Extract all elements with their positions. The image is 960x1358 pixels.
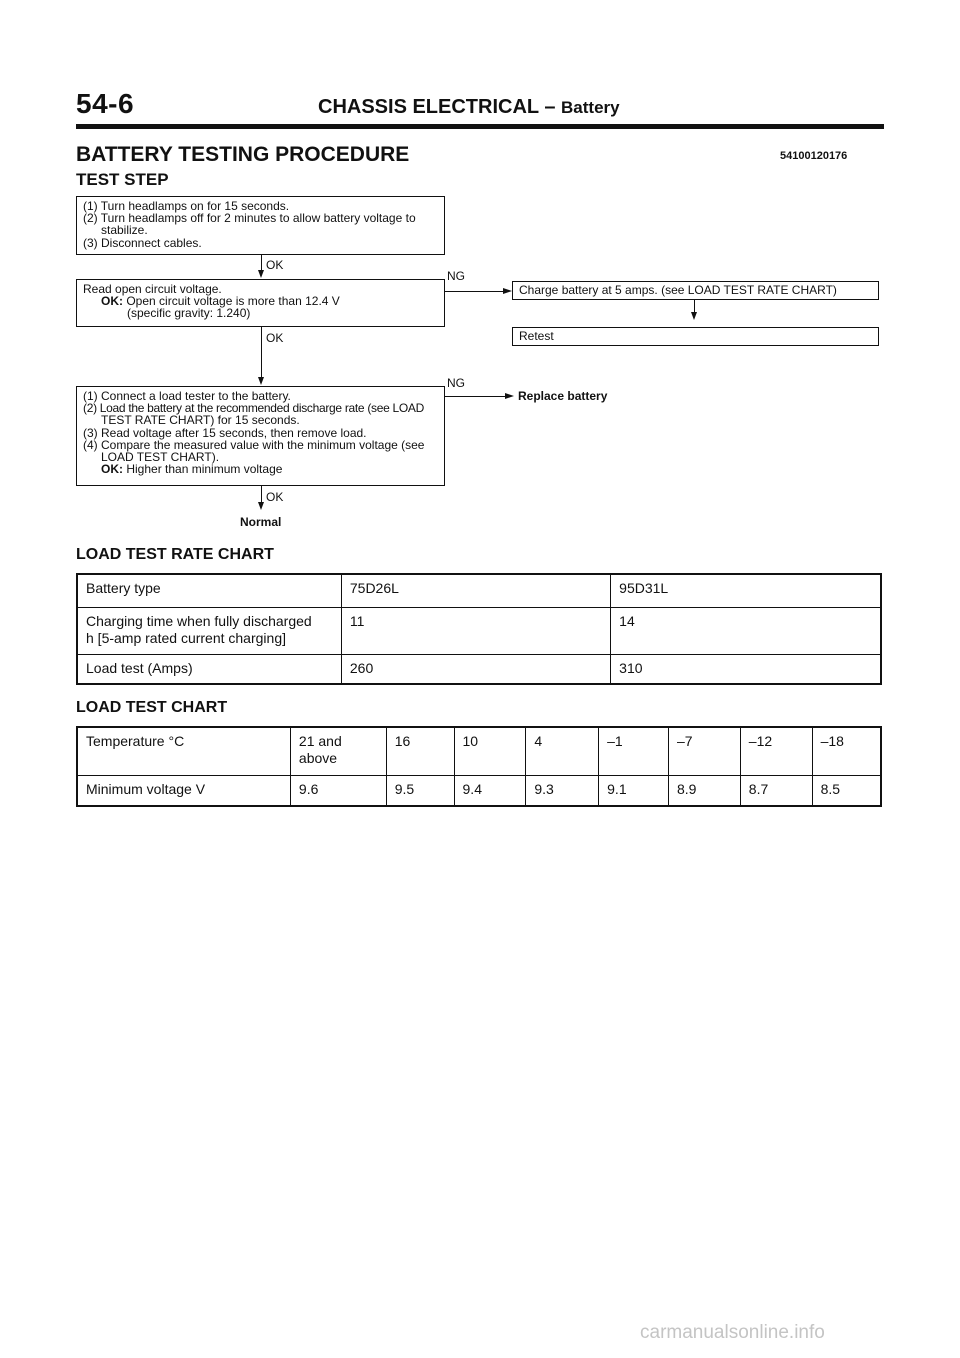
ok-label: OK (266, 331, 284, 345)
header-rule (76, 124, 884, 129)
doc-code: 54100120176 (780, 150, 848, 162)
watermark: carmanualsonline.info (640, 1322, 825, 1343)
table-cell: –12 (740, 727, 812, 775)
table-cell: 11 (341, 607, 610, 654)
section-title (318, 96, 620, 119)
test-step-heading: TEST STEP (76, 170, 169, 189)
table-cell (77, 607, 341, 654)
table-row (77, 574, 881, 607)
table-cell: Load test (Amps) (77, 654, 341, 684)
step2-ok-text-2: (specific gravity: 1.240) (127, 306, 251, 321)
arrow-down-icon (691, 312, 697, 320)
subsection-name: Battery (561, 98, 620, 117)
step3-line: LOAD TEST CHART). (101, 450, 220, 465)
cell-line: 21 and (298, 733, 342, 749)
load-test-chart-title: LOAD TEST CHART (76, 699, 228, 716)
ok-label: OK (266, 490, 284, 504)
table-cell: 8.9 (668, 775, 740, 806)
step1-line: (1) Turn headlamps on for 15 seconds. (83, 199, 290, 213)
table-row (77, 607, 881, 654)
step3-line: TEST RATE CHART) for 15 seconds. (101, 413, 300, 428)
flow-step-2-box (76, 279, 445, 327)
table-cell: 9.6 (290, 775, 386, 806)
step2-ok-text: Open circuit voltage is more than 12.4 V (126, 294, 340, 309)
table-cell: Battery type (77, 574, 341, 607)
step3-line: (3) Read voltage after 15 seconds, then remove load. (83, 425, 367, 440)
arrow-down-icon (258, 270, 264, 278)
table-cell: 10 (454, 727, 526, 775)
connector-line (261, 255, 262, 270)
load-test-table (76, 726, 882, 807)
table-cell: Minimum voltage V (77, 775, 290, 806)
table-cell: 9.5 (386, 775, 454, 806)
step1-line: (3) Disconnect cables. (83, 235, 202, 250)
flow-step-1-box (76, 196, 445, 255)
cell-line: h [5-amp rated current charging] (86, 629, 286, 646)
step1-line: stabilize. (101, 223, 148, 238)
step3-ok-text: Higher than minimum voltage (126, 462, 283, 477)
table-cell: 8.5 (812, 775, 881, 806)
replace-battery-text: Replace battery (518, 389, 608, 403)
cell-line: Charging time when fully discharged (86, 612, 312, 629)
table-cell: 95D31L (611, 574, 881, 607)
table-cell: 16 (386, 727, 454, 775)
table-cell: –7 (668, 727, 740, 775)
step2-line: Read open circuit voltage. (83, 282, 222, 296)
table-cell: –18 (812, 727, 881, 775)
load-test-rate-table (76, 573, 882, 685)
step1-line: (2) Turn headlamps off for 2 minutes to allow battery voltage to (83, 211, 416, 226)
arrow-right-icon (503, 288, 512, 294)
step3-line: (2) Load the battery at the recommended discharge rate (see LOAD (83, 401, 424, 416)
section-name: CHASSIS ELECTRICAL (318, 96, 539, 118)
page-title: BATTERY TESTING PROCEDURE (76, 143, 410, 166)
table-cell: 9.3 (526, 775, 599, 806)
table-cell: 310 (611, 654, 881, 684)
page-number: 54-6 (76, 88, 135, 119)
table-row (77, 654, 881, 684)
step3-ok-label: OK: (101, 462, 123, 477)
arrow-down-icon (258, 377, 264, 385)
load-test-rate-chart-title: LOAD TEST RATE CHART (76, 546, 274, 563)
charge-battery-text: Charge battery at 5 amps. (see LOAD TEST RATE CHART) (519, 283, 837, 297)
step3-line: (1) Connect a load tester to the battery. (83, 389, 291, 403)
table-cell: 260 (341, 654, 610, 684)
table-cell: –1 (599, 727, 669, 775)
cell-line: above (298, 750, 338, 766)
arrow-down-icon (258, 502, 264, 510)
table-cell: 75D26L (341, 574, 610, 607)
arrow-right-icon (505, 393, 514, 399)
table-cell: 4 (526, 727, 599, 775)
section-separator: – (544, 96, 556, 118)
connector-line (261, 486, 262, 502)
connector-line (445, 291, 503, 292)
ng-label: NG (447, 376, 465, 390)
table-cell: 8.7 (740, 775, 812, 806)
normal-text: Normal (240, 515, 282, 529)
connector-line (261, 327, 262, 377)
connector-line (445, 396, 505, 397)
table-cell: 14 (611, 607, 881, 654)
table-row (77, 775, 881, 806)
step2-ok-label: OK: (101, 294, 123, 309)
table-cell (290, 727, 386, 775)
table-cell: 9.1 (599, 775, 669, 806)
table-row (77, 727, 881, 775)
retest-text: Retest (519, 329, 554, 343)
ng-label: NG (447, 269, 465, 283)
step3-line: (4) Compare the measured value with the minimum voltage (see (83, 437, 425, 452)
table-cell: 9.4 (454, 775, 526, 806)
flow-step-3-box (76, 386, 445, 486)
ok-label: OK (266, 258, 284, 272)
charge-battery-box (512, 281, 879, 300)
table-cell: Temperature °C (77, 727, 290, 775)
retest-box (512, 327, 879, 346)
